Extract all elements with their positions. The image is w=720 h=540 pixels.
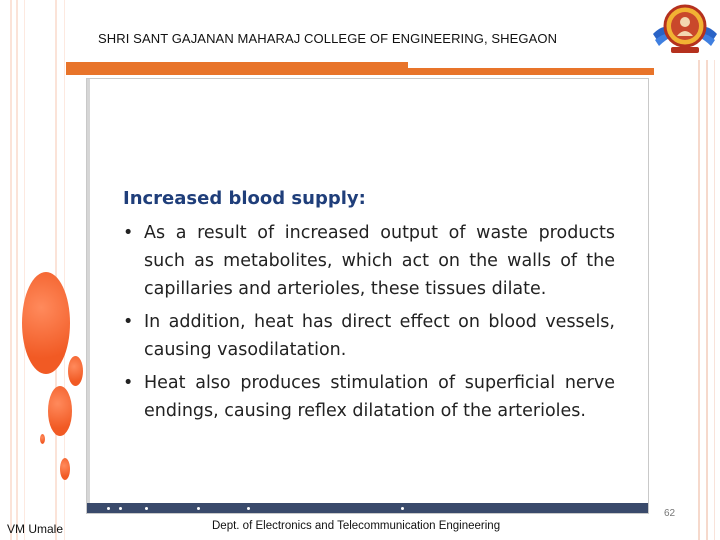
decorative-stripe <box>10 0 12 540</box>
department-name: Dept. of Electronics and Telecommunication Engineering <box>212 520 501 532</box>
decorative-bubble <box>40 434 45 444</box>
dot <box>197 507 200 510</box>
decorative-bubble <box>22 272 70 374</box>
slide-bottom-bar <box>87 503 648 513</box>
dot <box>119 507 122 510</box>
decorative-stripe <box>706 60 708 540</box>
decorative-stripe <box>55 0 57 540</box>
slide-image <box>86 78 649 514</box>
header-divider <box>66 68 654 75</box>
college-title: SHRI SANT GAJANAN MAHARAJ COLLEGE OF ENGINEERING, SHEGAON <box>98 31 558 46</box>
college-emblem-icon <box>651 0 719 56</box>
decorative-bubble <box>68 356 83 386</box>
decorative-stripe <box>714 60 715 540</box>
bullet-item: • As a result of increased output of waste products such as metabolites, which act on the walls of the capillaries and arterioles, these tissues dilate. <box>123 219 615 303</box>
decorative-bubble <box>60 458 70 480</box>
author-name: VM Umale <box>7 522 64 536</box>
decorative-stripe <box>24 0 25 540</box>
dot <box>145 507 148 510</box>
page-number: 62 <box>664 508 676 519</box>
slide-edge <box>87 79 90 513</box>
bullet-item: • In addition, heat has direct effect on blood vessels, causing vasodilatation. <box>123 308 615 364</box>
slide-heading: Increased blood supply: <box>123 188 366 209</box>
dot <box>107 507 110 510</box>
bullet-item: • Heat also produces stimulation of superficial nerve endings, causing reflex dilatation of the arterioles. <box>123 369 615 425</box>
bullet-list <box>123 219 615 430</box>
decorative-stripe <box>16 0 18 540</box>
decorative-stripe <box>698 60 700 540</box>
decorative-bubble <box>48 386 72 436</box>
dot <box>401 507 404 510</box>
dot <box>247 507 250 510</box>
